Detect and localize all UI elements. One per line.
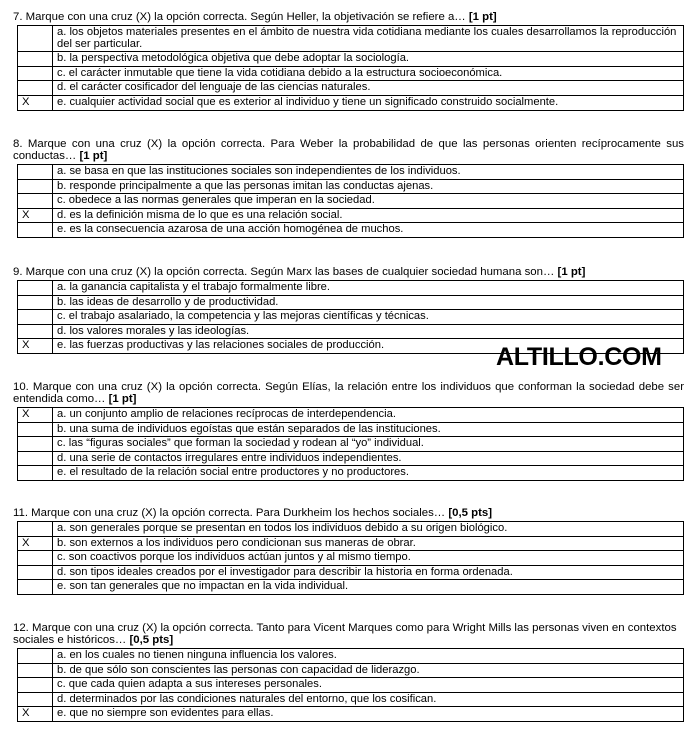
option-row[interactable]	[18, 422, 684, 437]
option-text: d. una serie de contactos irregulares entre individuos independientes.	[53, 451, 684, 466]
options-table	[17, 25, 684, 111]
answer-box[interactable]	[18, 663, 53, 678]
answer-box[interactable]	[18, 324, 53, 339]
answer-box[interactable]	[18, 81, 53, 96]
option-row[interactable]	[18, 522, 684, 537]
option-row[interactable]	[18, 81, 684, 96]
option-text: c. son coactivos porque los individuos actúan juntos y al mismo tiempo.	[53, 551, 684, 566]
option-row[interactable]	[18, 310, 684, 325]
question-12	[13, 622, 684, 722]
points-label: [0,5 pts]	[448, 507, 493, 519]
answer-box[interactable]	[18, 451, 53, 466]
option-text: c. que cada quien adapta a sus intereses personales.	[53, 678, 684, 693]
points-label: [1 pt]	[557, 266, 586, 278]
option-text: c. las “figuras sociales” que forman la sociedad y rodean al “yo” individual.	[53, 437, 684, 452]
option-text: a. se basa en que las instituciones sociales son independientes de los individuos.	[53, 165, 684, 180]
answer-box[interactable]	[18, 295, 53, 310]
option-text: c. el carácter inmutable que tiene la vida cotidiana debido a la estructura socioeconómica.	[53, 66, 684, 81]
option-row[interactable]	[18, 208, 684, 223]
option-text: b. la perspectiva metodológica objetiva que debe adoptar la sociología.	[53, 52, 684, 67]
answer-box[interactable]	[18, 565, 53, 580]
question-stem: 12. Marque con una cruz (X) la opción correcta. Tanto para Vicent Marques como para Wright Mills las personas viven en contextos sociales e históricos… [0,5 pts]	[13, 622, 677, 646]
option-text: e. que no siempre son evidentes para ellas.	[53, 707, 684, 722]
answer-box[interactable]	[18, 466, 53, 481]
option-text: e. cualquier actividad social que es exterior al individuo y tiene un significado construido socialmente.	[53, 95, 684, 110]
option-row[interactable]	[18, 692, 684, 707]
answer-box[interactable]	[18, 551, 53, 566]
option-text: c. el trabajo asalariado, la competencia y las mejoras científicas y técnicas.	[53, 310, 684, 325]
question-10	[13, 381, 684, 481]
option-row[interactable]	[18, 281, 684, 296]
option-row[interactable]	[18, 408, 684, 423]
option-text: d. determinados por las condiciones naturales del entorno, que los cosifican.	[53, 692, 684, 707]
answer-box[interactable]: X	[18, 208, 53, 223]
option-row[interactable]	[18, 707, 684, 722]
option-row[interactable]	[18, 663, 684, 678]
option-row[interactable]	[18, 223, 684, 238]
answer-box[interactable]	[18, 437, 53, 452]
option-text: e. es la consecuencia azarosa de una acción homogénea de muchos.	[53, 223, 684, 238]
answer-box[interactable]	[18, 580, 53, 595]
answer-box[interactable]: X	[18, 707, 53, 722]
option-text: d. es la definición misma de lo que es una relación social.	[53, 208, 684, 223]
answer-box[interactable]	[18, 522, 53, 537]
answer-box[interactable]	[18, 310, 53, 325]
option-row[interactable]	[18, 324, 684, 339]
answer-box[interactable]	[18, 422, 53, 437]
answer-box[interactable]	[18, 66, 53, 81]
question-11	[13, 507, 684, 595]
watermark-logo: ALTILLO.COM	[496, 343, 662, 371]
options-table	[17, 648, 684, 722]
option-row[interactable]	[18, 451, 684, 466]
option-text: d. son tipos ideales creados por el investigador para describir la historia en forma ordenada.	[53, 565, 684, 580]
option-text: e. las fuerzas productivas y las relaciones sociales de producción.	[53, 339, 684, 354]
answer-box[interactable]: X	[18, 95, 53, 110]
options-table	[17, 407, 684, 481]
answer-box[interactable]	[18, 223, 53, 238]
option-text: b. de que sólo son conscientes las personas con capacidad de liderazgo.	[53, 663, 684, 678]
answer-box[interactable]	[18, 179, 53, 194]
option-text: e. el resultado de la relación social entre productores y no productores.	[53, 466, 684, 481]
question-stem: 11. Marque con una cruz (X) la opción correcta. Para Durkheim los hechos sociales… [0,5 pts]	[13, 507, 493, 519]
answer-box[interactable]: X	[18, 408, 53, 423]
option-row[interactable]	[18, 536, 684, 551]
option-text: a. en los cuales no tienen ninguna influencia los valores.	[53, 649, 684, 664]
option-row[interactable]	[18, 66, 684, 81]
answer-box[interactable]	[18, 649, 53, 664]
option-text: d. los valores morales y las ideologías.	[53, 324, 684, 339]
option-text: b. responde principalmente a que las personas imitan las conductas ajenas.	[53, 179, 684, 194]
answer-box[interactable]	[18, 26, 53, 52]
option-row[interactable]	[18, 26, 684, 52]
question-stem: 8. Marque con una cruz (X) la opción correcta. Para Weber la probabilidad de que las personas orienten recíprocamente sus conductas… [1 pt]	[13, 138, 684, 162]
option-text: d. el carácter cosificador del lenguaje de las ciencias naturales.	[53, 81, 684, 96]
question-7	[13, 11, 684, 111]
option-row[interactable]	[18, 165, 684, 180]
option-text: c. obedece a las normas generales que imperan en la sociedad.	[53, 194, 684, 209]
option-row[interactable]	[18, 678, 684, 693]
option-row[interactable]	[18, 295, 684, 310]
option-text: e. son tan generales que no impactan en la vida individual.	[53, 580, 684, 595]
question-stem: 7. Marque con una cruz (X) la opción correcta. Según Heller, la objetivación se refiere a… [1 pt]	[13, 11, 497, 23]
question-9	[13, 266, 684, 354]
option-text: b. una suma de individuos egoístas que están separados de las instituciones.	[53, 422, 684, 437]
answer-box[interactable]	[18, 52, 53, 67]
option-row[interactable]	[18, 551, 684, 566]
points-label: [1 pt]	[108, 393, 137, 405]
answer-box[interactable]	[18, 692, 53, 707]
option-row[interactable]	[18, 179, 684, 194]
option-row[interactable]	[18, 580, 684, 595]
option-text: b. las ideas de desarrollo y de productividad.	[53, 295, 684, 310]
option-row[interactable]	[18, 466, 684, 481]
points-label: [1 pt]	[79, 150, 108, 162]
question-8	[13, 138, 684, 238]
option-row[interactable]	[18, 437, 684, 452]
answer-box[interactable]	[18, 678, 53, 693]
option-row[interactable]	[18, 194, 684, 209]
answer-box[interactable]	[18, 281, 53, 296]
answer-box[interactable]	[18, 165, 53, 180]
option-text: b. son externos a los individuos pero condicionan sus maneras de obrar.	[53, 536, 684, 551]
option-text: a. los objetos materiales presentes en el ámbito de nuestra vida cotidiana mediante los cuales desarrollamos la reproducción del ser particular.	[53, 26, 684, 52]
option-row[interactable]	[18, 95, 684, 110]
question-stem: 10. Marque con una cruz (X) la opción correcta. Según Elías, la relación entre los individuos que conforman la sociedad debe ser entendida como… [1 pt]	[13, 381, 684, 405]
option-text: a. son generales porque se presentan en todos los individuos debido a su origen biológico.	[53, 522, 684, 537]
option-text: a. la ganancia capitalista y el trabajo formalmente libre.	[53, 281, 684, 296]
option-row[interactable]	[18, 565, 684, 580]
option-row[interactable]	[18, 52, 684, 67]
question-stem: 9. Marque con una cruz (X) la opción correcta. Según Marx las bases de cualquier sociedad humana son… [1 pt]	[13, 266, 586, 278]
answer-box[interactable]: X	[18, 536, 53, 551]
points-label: [0,5 pts]	[129, 634, 174, 646]
answer-box[interactable]: X	[18, 339, 53, 354]
option-row[interactable]	[18, 649, 684, 664]
points-label: [1 pt]	[468, 11, 497, 23]
answer-box[interactable]	[18, 194, 53, 209]
options-table	[17, 164, 684, 238]
options-table	[17, 521, 684, 595]
option-text: a. un conjunto amplio de relaciones recíprocas de interdependencia.	[53, 408, 684, 423]
